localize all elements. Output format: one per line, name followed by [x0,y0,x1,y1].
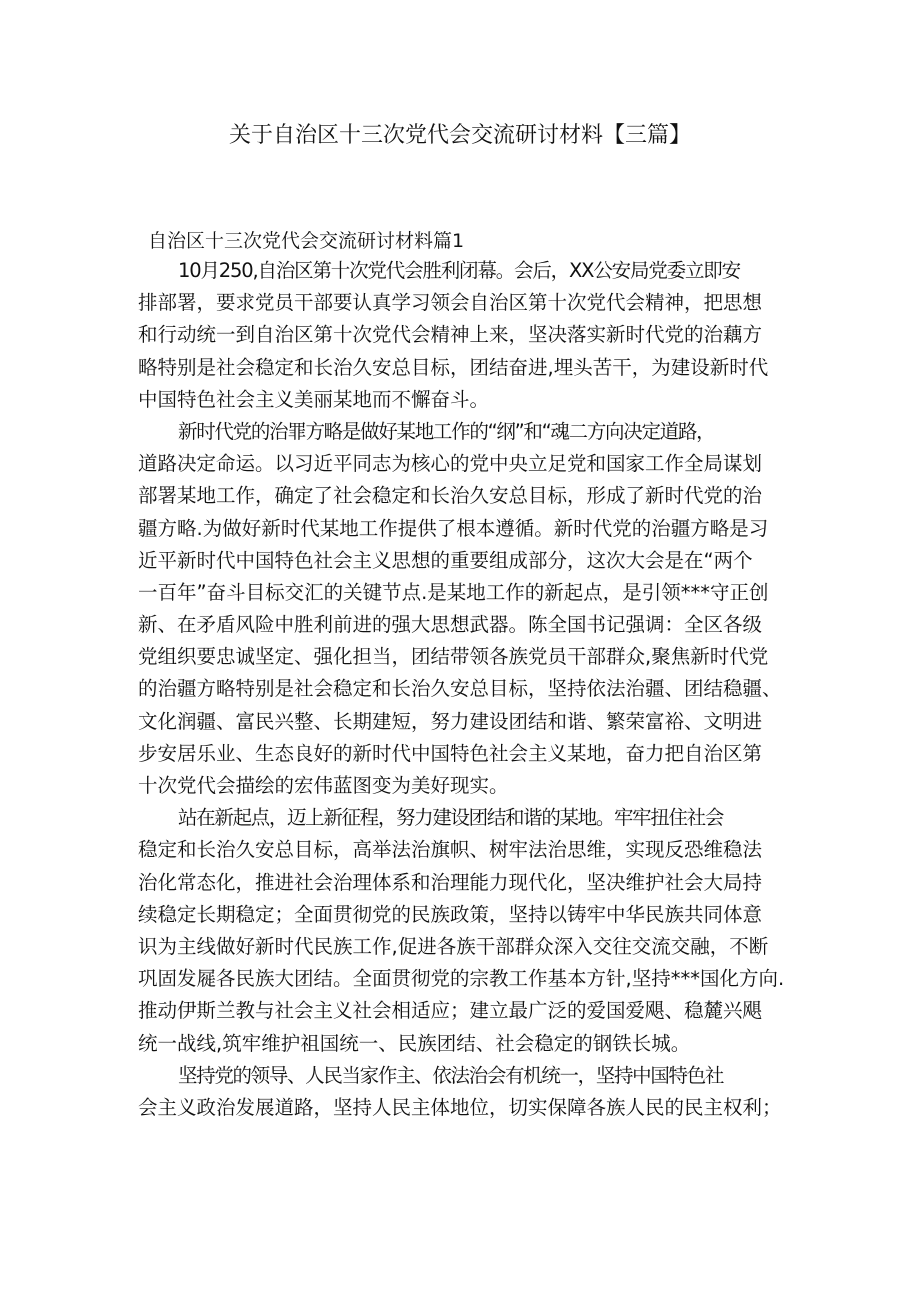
paragraph-line: 推动伊斯兰教与社会主义社会相适应；建立最广泛的爱国爱飓、稳麓兴飓 [138,999,763,1023]
paragraph [138,416,788,802]
paragraph-line: 近平新时代中国特色社会主义思想的重要组成部分，这次大会是在“两个 [138,548,753,572]
paragraph-line: 的治疆方略特别是社会稳定和长治久安总目标，坚持依法治疆、团结稳疆、 [138,677,782,701]
paragraph-line: 会主义政治发展道路，坚持人民主体地位，切实保障各族人民的民主权利； [138,1095,782,1119]
paragraph-line: 新、在矛盾风险中胜利前进的强大思想武器。陈全国书记强调：全区各级 [138,613,763,637]
paragraph-line: 文化润疆、富民兴整、长期建短，努力建设团结和谐、繁荣富裕、文明进 [138,709,763,733]
paragraph-line: 和行动统一到自治区第十次党代会精神上来，坚决落实新时代党的治藕方 [138,323,763,347]
paragraph [138,802,788,1060]
paragraph-line: 十次党代会描绘的宏伟蓝图变为美好现实。 [138,774,509,797]
paragraph-line: 稳定和长治久安总目标，高举法治旗帜、树牢法治思维，实现反恐维稳法 [138,838,763,862]
paragraph-line: 巩固发屣各民族大团结。全面贯彻党的宗教工作基本方针,坚持***国化方向. [138,967,785,991]
paragraph-line: 一百年”奋斗目标交汇的关键节点.是某地工作的新起点，是引领***守正创 [138,580,769,604]
paragraph-line: 党组织要忠诚坚定、强化担当，团结带领各族党员干部群众,聚焦新时代党 [138,645,769,669]
paragraph-line: 中国特色社会主义美丽某地而不懈奋斗。 [138,387,490,411]
paragraph [138,255,788,416]
document-body [138,255,788,1124]
paragraph-line: 新时代党的治罪方略是做好某地工作的“纲”和“魂二方向决定道路， [178,419,715,443]
paragraph-line: 治化常态化，推进社会治理体系和治理能力现代化，坚决维护社会大局持 [138,870,763,894]
paragraph-line: 道路决定命运。以习近平同志为核心的党中央立足党和国家工作全局谋划 [138,452,763,476]
paragraph-line: 步安居乐业、生态良好的新时代中国特色社会主义某地，奋力把自治区第 [138,741,763,765]
paragraph-line: 排部署，要求党员干部要认真学习领会自治区第十次党代会精神，把思想 [138,291,763,315]
paragraph-line: 部署某地工作，确定了社会稳定和长治久安总目标，形成了新时代党的治 [138,484,763,508]
paragraph-line: 疆方略.为做好新时代某地工作提供了根本遵循。新时代党的治疆方略是习 [138,516,769,540]
section-heading: 自治区十三次党代会交流研讨材料篇1 [148,230,465,252]
paragraph [138,1060,788,1124]
paragraph-line: 续稳定长期稳定；全面贯彻党的民族政策，坚持以铸牢中华民族共同体意 [138,902,763,926]
paragraph-line: 坚持党的领导、人民当家作主、依法治会有机统一，坚持中国特色社 [178,1063,724,1087]
paragraph-line: 识为主线做好新时代民族工作,促进各族干部群众深入交往交流交融，不断 [138,934,769,958]
document-title: 关于自治区十三次党代会交流研讨材料【三篇】 [228,123,691,148]
paragraph-line: 统一战线,筑牢维护祖国统一、民族团结、社会稳定的钢铁长城。 [138,1031,691,1055]
paragraph-line: 站在新起点，迈上新征程，努力建设团结和谐的某地。牢牢扭住社会 [178,806,724,830]
paragraph-line: 10月250,自治区第十次党代会胜利闭幕。会后，XX公安局党委立即安 [178,259,740,282]
paragraph-line: 略特别是社会稳定和长治久安总目标，团结奋进,埋头苦干，为建设新时代 [138,355,769,379]
